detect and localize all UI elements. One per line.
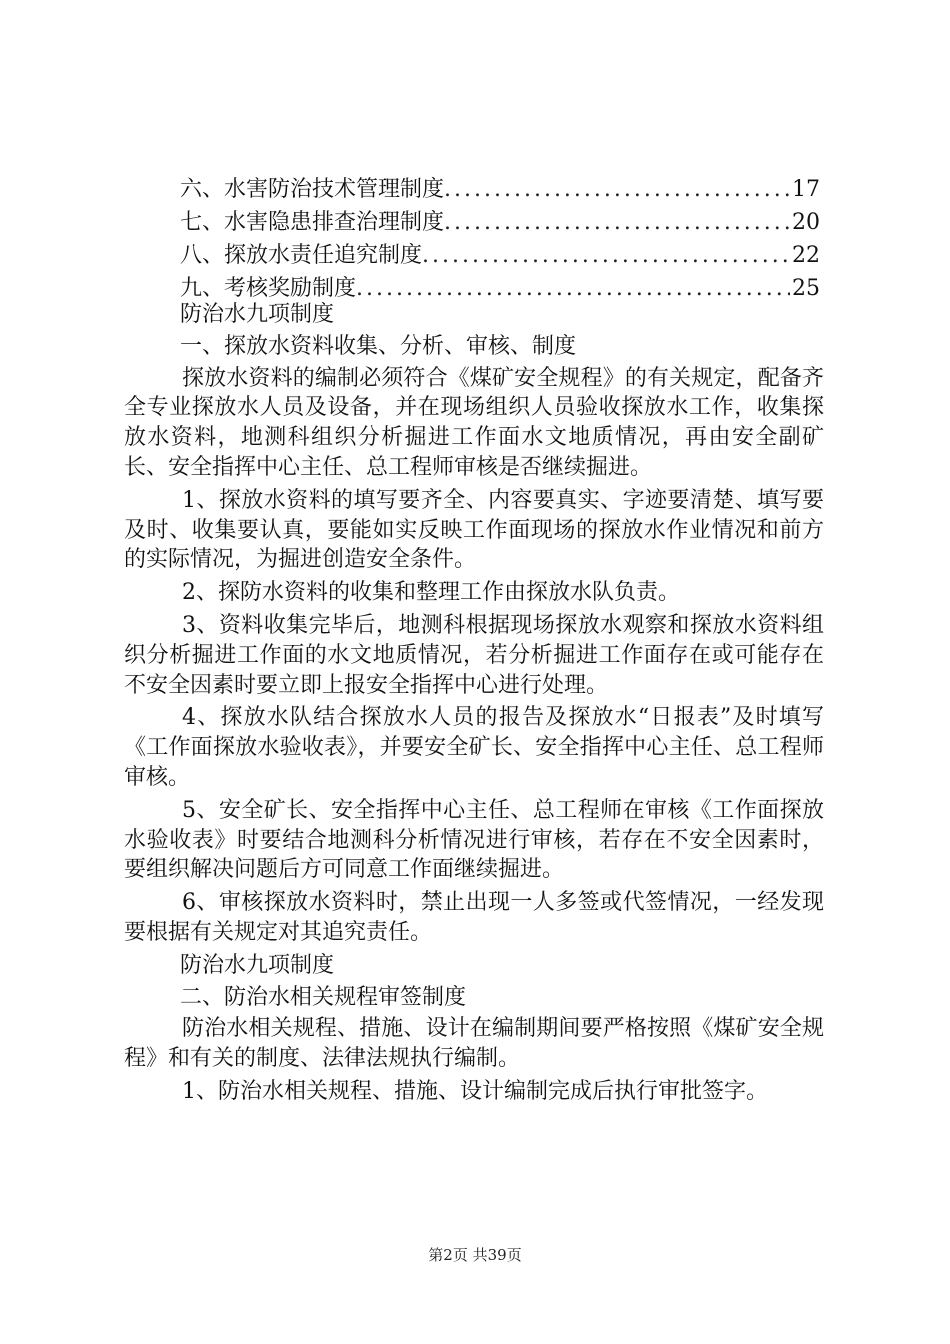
toc-entry[interactable] [180,173,820,206]
paragraph: 防治水相关规程、措施、设计在编制期间要严格按照《煤矿安全规程》和有关的制度、法律法规执行编制。 [124,1016,824,1072]
paragraph: 6、审核探放水资料时，禁止出现一人多签或代签情况，一经发现要根据有关规定对其追究责任。 [124,890,824,945]
toc-entry-label: 九、考核奖励制度 [180,276,357,301]
toc-entry[interactable] [180,206,820,239]
table-of-contents [180,173,820,305]
paragraph: 1、防治水相关规程、措施、设计编制完成后执行审批签字。 [182,1078,768,1104]
toc-entry[interactable] [180,239,820,272]
toc-entry-page: 17 [792,177,820,202]
toc-entry-label: 七、水害隐患排查治理制度 [180,210,445,235]
document-body [124,300,824,1110]
toc-entry-page: 22 [792,243,820,268]
toc-leader-dots [422,239,790,272]
paragraph: 4、探放水队结合探放水人员的报告及探放水“日报表”及时填写《工作面探放水验收表》，并要安全矿长、安全指挥中心主任、总工程师审核。 [124,705,824,790]
toc-entry-page: 25 [792,276,820,301]
section-heading: 防治水九项制度 [180,952,335,978]
toc-leader-dots [444,173,790,206]
toc-entry-label: 六、水害防治技术管理制度 [180,177,445,202]
paragraph: 探放水资料的编制必须符合《煤矿安全规程》的有关规定，配备齐全专业探放水人员及设备，并在现场组织人员验收探放水工作，收集探放水资料，地测科组织分析掘进工作面水文地质情况，再由安全副矿长、安全指挥中心主任、总工程师审核是否继续掘进。 [124,365,824,480]
toc-leader-dots [444,206,790,239]
paragraph: 2、探防水资料的收集和整理工作由探放水队负责。 [182,580,680,606]
toc-entry-label: 八、探放水责任追究制度 [180,243,423,268]
toc-entry-page: 20 [792,210,820,235]
paragraph: 5、安全矿长、安全指挥中心主任、总工程师在审核《工作面探放水验收表》时要结合地测科分析情况进行审核，若存在不安全因素时，要组织解决问题后方可同意工作面继续掘进。 [124,797,824,883]
section-title: 二、防治水相关规程审签制度 [180,984,467,1010]
section-heading: 防治水九项制度 [180,302,335,327]
paragraph: 3、资料收集完毕后，地测科根据现场探放水观察和探放水资料组织分析掘进工作面的水文地质情况，若分析掘进工作面存在或可能存在不安全因素时要立即上报安全指挥中心进行处理。 [124,612,824,698]
page-footer: 第2页 共39页 [428,1246,522,1264]
paragraph: 1、探放水资料的填写要齐全、内容要真实、字迹要清楚、填写要及时、收集要认真，要能如实反映工作面现场的探放水作业情况和前方的实际情况，为掘进创造安全条件。 [124,487,824,573]
section-title: 一、探放水资料收集、分析、审核、制度 [180,333,577,359]
